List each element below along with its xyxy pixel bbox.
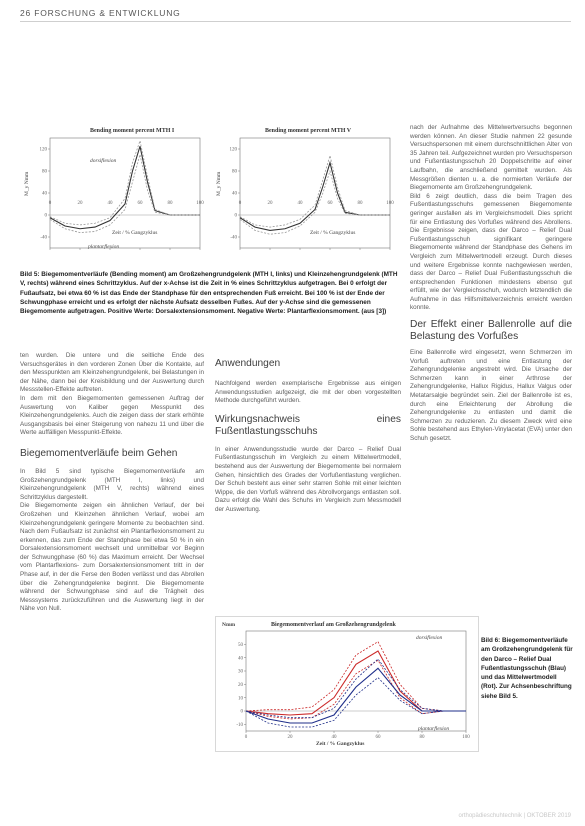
fig6-xlabel: Zeit / % Gangzyklus bbox=[316, 741, 365, 747]
series-line bbox=[240, 163, 390, 231]
x-tick-label: 80 bbox=[167, 201, 173, 206]
y-tick-label: 40 bbox=[42, 191, 47, 197]
x-tick-label: 20 bbox=[77, 201, 83, 206]
fig6-y-unit: Nmm bbox=[222, 622, 236, 628]
page-footer: orthopädieschuhtechnik | OKTOBER 2019 bbox=[458, 813, 571, 819]
right-column bbox=[410, 124, 572, 444]
fig5-right-ylabel: M_y Nmm bbox=[216, 171, 222, 196]
figure-5-caption: Bild 5: Biegemomentverläufe (Bending moment) am Großzehengrundgelenk (MTH I, links) und Kleinzehengrundgelenk (MTH V, rechts) während eines Schrittzyklus. Auf der x-Achse ist die Zeit in % eines Schrittzyklus aufgetragen. Bei 0 erfolgt der Fußaufsatz, bei etwa 60 % ist das Ende der Standphase für den entsprechenden Fuß erreicht. Bei 100 % ist der Ende der Schwungphase erreicht und es erfolgt der nächste Aufsatz desselben Fußes. Auf der y-Achse sind die gemessenen Biegemomente aufgetragen. Positive Werte: Dorsalextensionsmoment. Negative Werte: Plantarflexionsmoment. (aus [3]) bbox=[20, 271, 398, 316]
middle-column bbox=[215, 352, 401, 515]
x-tick-label: 60 bbox=[327, 201, 333, 206]
figure-6-caption: Bild 6: Biegemomentverläufe am Großzehengrundgelenk für den Darco – Relief Dual Fußentlastungsschuh (Blau) und das Mittelwertmodell (Rot). Zur Achsenbeschriftung siehe Bild 5. bbox=[481, 637, 573, 700]
series-line bbox=[246, 678, 466, 727]
series-line bbox=[240, 171, 390, 234]
heading-effekt: Der Effekt einer Ballenrolle auf die Belastung des Vorfußes bbox=[410, 319, 572, 343]
x-tick-label: 40 bbox=[331, 735, 337, 740]
page-header: 26 FORSCHUNG & ENTWICKLUNG bbox=[20, 8, 181, 18]
right-paragraph-2: Bild 6 zeigt deutlich, dass die beim Tragen des Fußentlastungsschuhs gemessenen Biegemomente geringer ausfallen als im Vergleichsmodell. Dies spricht für eine Entlastung des Vorfußes während des Abrollens. Die Ergebnisse zeigen, dass der Darco – Relief Dual Fußentlastungsschuh signifikant geringere Biegemomente während der Standphase des Gehens im Vergleich zum Mittelwertmodell erzeugt. Durch dieses und weitere Ergebnisse konnte nachgewiesen werden, dass der Darco – Relief Dual Fußentlastungsschuh die entsprechenden Funktionen mindestens ebenso gut erfüllt, wie der Vergleichsschuh, wodurch letztendlich die Aufnahme in das Hilfsmittelverzeichnis erreicht werden konnte. bbox=[410, 192, 572, 312]
x-tick-label: 80 bbox=[419, 735, 425, 740]
fig5-dorsi-label: dorsiflexion bbox=[90, 158, 117, 164]
x-tick-label: 60 bbox=[137, 201, 143, 206]
fig5-left-title: Bending moment percent MTH I bbox=[90, 128, 175, 134]
left-paragraph-2: In dem mit den Biegemomenten gemessenen Auftrag der Auswertung von Kaliber gegen Messpunkt des Kleinzehengrundgelenks. Auch die zeigen dass der stark erhöhte Ausgangsbasis bei einer Steigerung von nahezu 11 und über die Werte auffälligen Messpunkt-Effekte. bbox=[20, 394, 204, 437]
left-paragraph-1: ten wurden. Die untere und die seitliche Ende des Versuchsgerätes in den vorderen Zonen Über die Kontakte, auf den Messpunkten am Kleinzehengrundgelenk, bei Belastungen in der Nähe, dann bei der Kreisbildung und der Auswertung durch Messstellen-Effekte auftreten. bbox=[20, 352, 204, 394]
fig6-title: Biegemomentverlauf am Großzehengrundgelenk bbox=[271, 622, 396, 628]
middle-paragraph-1: Nachfolgend werden exemplarische Ergebnisse aus einigen Anwendungsstudien aufgezeigt, die mit der oben vorgestellten Methode durchgeführt wurden. bbox=[215, 380, 401, 405]
series-line bbox=[246, 642, 466, 711]
x-tick-label: 100 bbox=[196, 201, 204, 206]
y-tick-label: 120 bbox=[39, 147, 47, 153]
y-tick-label: 20 bbox=[238, 683, 243, 689]
heading-biege: Biegemomentverläufe beim Gehen bbox=[20, 447, 178, 459]
fig6-dorsi-label: dorsiflexion bbox=[416, 635, 443, 641]
series-line bbox=[246, 659, 466, 718]
figure-5-svg bbox=[20, 124, 402, 268]
fig5-left-ylabel: M_y Nmm bbox=[24, 171, 30, 196]
x-tick-label: 40 bbox=[107, 201, 113, 206]
series-line bbox=[50, 141, 200, 225]
left-paragraph-3: In Bild 5 sind typische Biegemomentverläufe am Großzehengrundgelenk (MTH I, links) und Kleinzehengrundgelenk (MTH V, rechts) während eines Schrittzyklus dargestellt. bbox=[20, 467, 204, 501]
y-tick-label: 50 bbox=[238, 643, 243, 649]
series-line bbox=[50, 146, 200, 229]
x-tick-label: 20 bbox=[267, 201, 273, 206]
series-line bbox=[50, 155, 200, 233]
y-tick-label: 0 bbox=[240, 709, 243, 715]
fig5-right-title: Bending moment percent MTH V bbox=[265, 128, 352, 134]
y-tick-label: 30 bbox=[238, 669, 243, 675]
fig6-plantar-label: plantarflexion bbox=[418, 726, 450, 732]
series-line bbox=[246, 651, 466, 715]
x-tick-label: 0 bbox=[48, 201, 52, 206]
fig5-right-xlabel: Zeit / % Gangzyklus bbox=[310, 230, 356, 236]
series-line bbox=[240, 156, 390, 228]
x-tick-label: 0 bbox=[238, 201, 242, 206]
middle-paragraph-2: In einer Anwendungsstudie wurde der Darco – Relief Dual Fußentlastungsschuh im Vergleich zu einem Mittelwertmodell, bestehend aus der Auswertung der Biegemomente bei normalem Gehen, hinsichtlich des Grades der Vorfußentlastung verglichen. Der Schuh besteht aus einer sehr starren Sohle mit einer leichten Wippe, die den Vorfuß während des Abrollvorgangs entlasten soll. Dazu erfolgt die Wahl des Schuhs im Vergleich zum Messmodell der Auswertung. bbox=[215, 445, 401, 513]
left-paragraph-4: Die Biegemomente zeigen ein ähnlichen Verlauf, der bei Großzehen und Kleinzehen ähnlichen Verlauf, wobei am Kleinzehengrundgelenk geringere Momente zu beobachten sind. Nach dem Fußaufsatz ist zunächst ein Plantarflexionsmoment zu erkennen, das zum Ende der Standphase bei etwa 50 % in ein Dorsalextensionsmoment wechselt und unmittelbar vor Beginn der Schwungphase (60 %) das Maximum erreicht. Der Wechsel vom Plantarflexions- zum Dorsalextensionsmoment tritt in der Phase auf, in der die Ferse den Boden verlässt und das Abrollen über die Zehengrundgelenke beginnt. Die Biegemomente während der Schwungphase sind auf die Trägheit des Messsystems zurückzuführen und die Auswertung liegt in der Nähe von Null. bbox=[20, 502, 204, 613]
figure-6-svg bbox=[216, 617, 478, 751]
y-tick-label: 80 bbox=[232, 169, 237, 175]
y-tick-label: -40 bbox=[230, 235, 237, 241]
y-tick-label: 80 bbox=[42, 169, 47, 175]
x-tick-label: 100 bbox=[386, 201, 394, 206]
x-tick-label: 100 bbox=[462, 735, 470, 740]
y-tick-label: 40 bbox=[232, 191, 237, 197]
figure-6 bbox=[215, 616, 479, 752]
series-line bbox=[246, 660, 466, 719]
y-tick-label: 10 bbox=[238, 696, 243, 702]
x-tick-label: 60 bbox=[375, 735, 381, 740]
y-tick-label: -40 bbox=[40, 235, 47, 241]
y-tick-label: 0 bbox=[234, 213, 237, 219]
header-rule bbox=[20, 21, 571, 22]
fig5-plantar-label: plantarflexion bbox=[88, 244, 120, 250]
x-tick-label: 40 bbox=[297, 201, 303, 206]
y-tick-label: 120 bbox=[229, 147, 237, 153]
x-tick-label: 80 bbox=[357, 201, 363, 206]
heading-anwend: Anwendungen bbox=[215, 358, 281, 369]
x-tick-label: 20 bbox=[287, 735, 293, 740]
right-paragraph-1: nach der Aufnahme des Mittelwertversuchs begonnen werden können. An dieser Studie nahmen 22 gesunde Versuchspersonen mit einem durchschnittlichen Alter von 35 Jahren teil. Aufgezeichnet wurden pro Versuchsperson und Fußentlastungsschuh 20 Doppelschritte auf einer Laufbahn, die anschließend gemittelt wurden. Als Messgrößen dienten u. a. die normierten Verläufe der Biegemomente am Großzehengrundgelenk. bbox=[410, 124, 572, 192]
y-tick-label: 0 bbox=[44, 213, 47, 219]
x-tick-label: 0 bbox=[244, 735, 248, 740]
heading-wirk: Wirkungsnachweis eines Fußentlastungsschuhs bbox=[215, 413, 401, 437]
y-tick-label: 40 bbox=[238, 656, 243, 662]
right-paragraph-3: Eine Ballenrolle wird eingesetzt, wenn Schmerzen im Vorfuß auftreten und eine Entlastung der Zehengrundgelenke angestrebt wird. Die Ursache der Schmerzen kann in einer Arthrose der Zehengrundgelenke, Hallux Rigidus, Hallux Valgus oder Metatarsalgie begründet sein. Ziel der Ballenrolle ist es, durch eine Erleichterung der Abrollung die Zehengrundgelenke zu entlasten und damit die Schmerzen zu reduzieren. Zu diesem Zweck wird eine Sohle bestehend aus Ethylen-Vinylacetat (EVA) unter den Schuh gesetzt. bbox=[410, 349, 572, 442]
left-column bbox=[20, 352, 204, 614]
y-tick-label: -10 bbox=[236, 723, 243, 729]
fig5-left-xlabel: Zeit / % Gangzyklus bbox=[112, 230, 158, 236]
figure-5 bbox=[20, 124, 402, 268]
